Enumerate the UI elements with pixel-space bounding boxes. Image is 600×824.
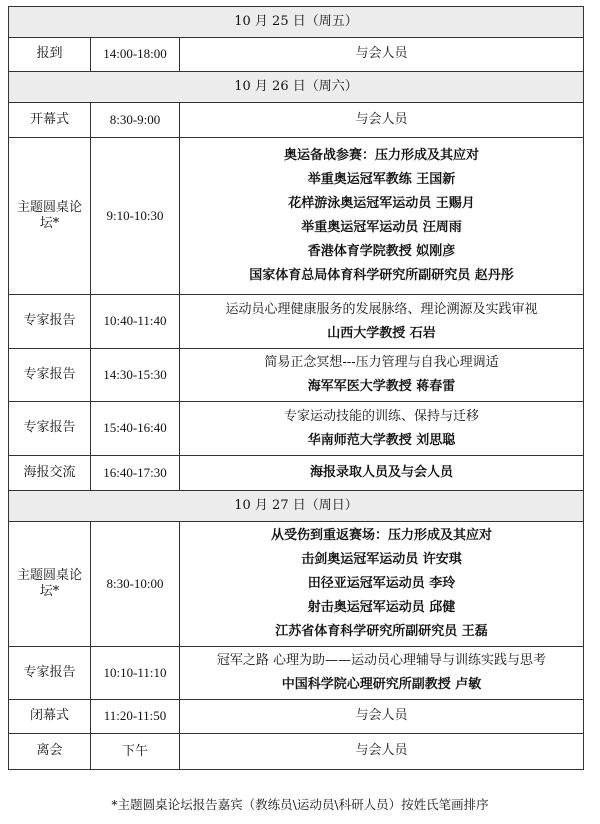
forum-content xyxy=(180,522,584,647)
schedule-table xyxy=(8,6,584,770)
time-slot: 15:40-16:40 xyxy=(91,402,180,456)
speaker-line: 海军军医大学教授 蒋春雷 xyxy=(307,379,456,394)
event-name: 离会 xyxy=(9,734,91,770)
event-name: 海报交流 xyxy=(9,456,91,491)
event-name: 报到 xyxy=(9,38,91,72)
forum-content xyxy=(180,138,584,295)
time-slot: 下午 xyxy=(91,734,180,770)
attendees: 与会人员 xyxy=(180,38,584,72)
time-slot: 10:40-11:40 xyxy=(91,295,180,349)
time-slot: 11:20-11:50 xyxy=(91,700,180,734)
event-name: 开幕式 xyxy=(9,103,91,138)
event-name: 专家报告 xyxy=(9,349,91,402)
report-content xyxy=(180,295,584,349)
footnote: *主题圆桌论坛报告嘉宾（教练员\运动员\科研人员）按姓氏笔画排序 xyxy=(111,797,489,812)
report-content xyxy=(180,647,584,700)
speaker-line: 击剑奥运冠军运动员 许安琪 xyxy=(301,552,462,567)
forum-title: 从受伤到重返赛场：压力形成及其应对 xyxy=(270,528,492,543)
forum-title: 奥运备战参赛：压力形成及其应对 xyxy=(283,148,479,163)
speaker-line: 花样游泳奥运冠军运动员 王赐月 xyxy=(288,196,475,211)
event-name: 主题圆桌论坛* xyxy=(9,138,91,295)
time-slot: 16:40-17:30 xyxy=(91,456,180,491)
time-slot: 14:00-18:00 xyxy=(91,38,180,72)
time-slot: 8:30-10:00 xyxy=(91,522,180,647)
report-title: 简易正念冥想---压力管理与自我心理调适 xyxy=(264,355,499,370)
attendees: 与会人员 xyxy=(180,734,584,770)
time-slot: 10:10-11:10 xyxy=(91,647,180,700)
speaker-line: 山西大学教授 石岩 xyxy=(327,325,436,341)
event-name: 专家报告 xyxy=(9,402,91,456)
speaker-line: 中国科学院心理研究所副教授 卢敏 xyxy=(281,677,482,692)
speaker-line: 香港体育学院教授 姒刚彦 xyxy=(307,244,456,259)
event-name: 专家报告 xyxy=(9,647,91,700)
speaker-line: 田径亚运冠军运动员 李玲 xyxy=(307,576,456,591)
day-header: 10 月 27 日（周日） xyxy=(9,491,584,522)
day-header: 10 月 26 日（周六） xyxy=(9,72,584,103)
speaker-line: 国家体育总局体育科学研究所副研究员 赵丹彤 xyxy=(249,268,514,283)
report-title: 专家运动技能的训练、保持与迁移 xyxy=(283,408,479,424)
speaker-line: 举重奥运冠军教练 王国新 xyxy=(307,172,456,187)
report-content xyxy=(180,402,584,456)
speaker-line: 射击奥运冠军运动员 邱健 xyxy=(307,600,456,615)
time-slot: 14:30-15:30 xyxy=(91,349,180,402)
speaker-line: 举重奥运冠军运动员 汪周雨 xyxy=(301,220,462,235)
report-content xyxy=(180,349,584,402)
time-slot: 9:10-10:30 xyxy=(91,138,180,295)
day-header: 10 月 25 日（周五） xyxy=(9,7,584,38)
event-name: 主题圆桌论坛* xyxy=(9,522,91,647)
attendees: 与会人员 xyxy=(180,103,584,138)
speaker-line: 华南师范大学教授 刘思聪 xyxy=(307,432,456,448)
speaker-line: 江苏省体育科学研究所副研究员 王磊 xyxy=(275,624,488,639)
event-name: 专家报告 xyxy=(9,295,91,349)
report-title: 冠军之路 心理为助——运动员心理辅导与训练实践与思考 xyxy=(216,653,547,668)
time-slot: 8:30-9:00 xyxy=(91,103,180,138)
attendees: 与会人员 xyxy=(180,700,584,734)
event-name: 闭幕式 xyxy=(9,700,91,734)
report-title: 运动员心理健康服务的发展脉络、理论溯源及实践审视 xyxy=(225,301,538,317)
attendees: 海报录取人员及与会人员 xyxy=(180,456,584,491)
